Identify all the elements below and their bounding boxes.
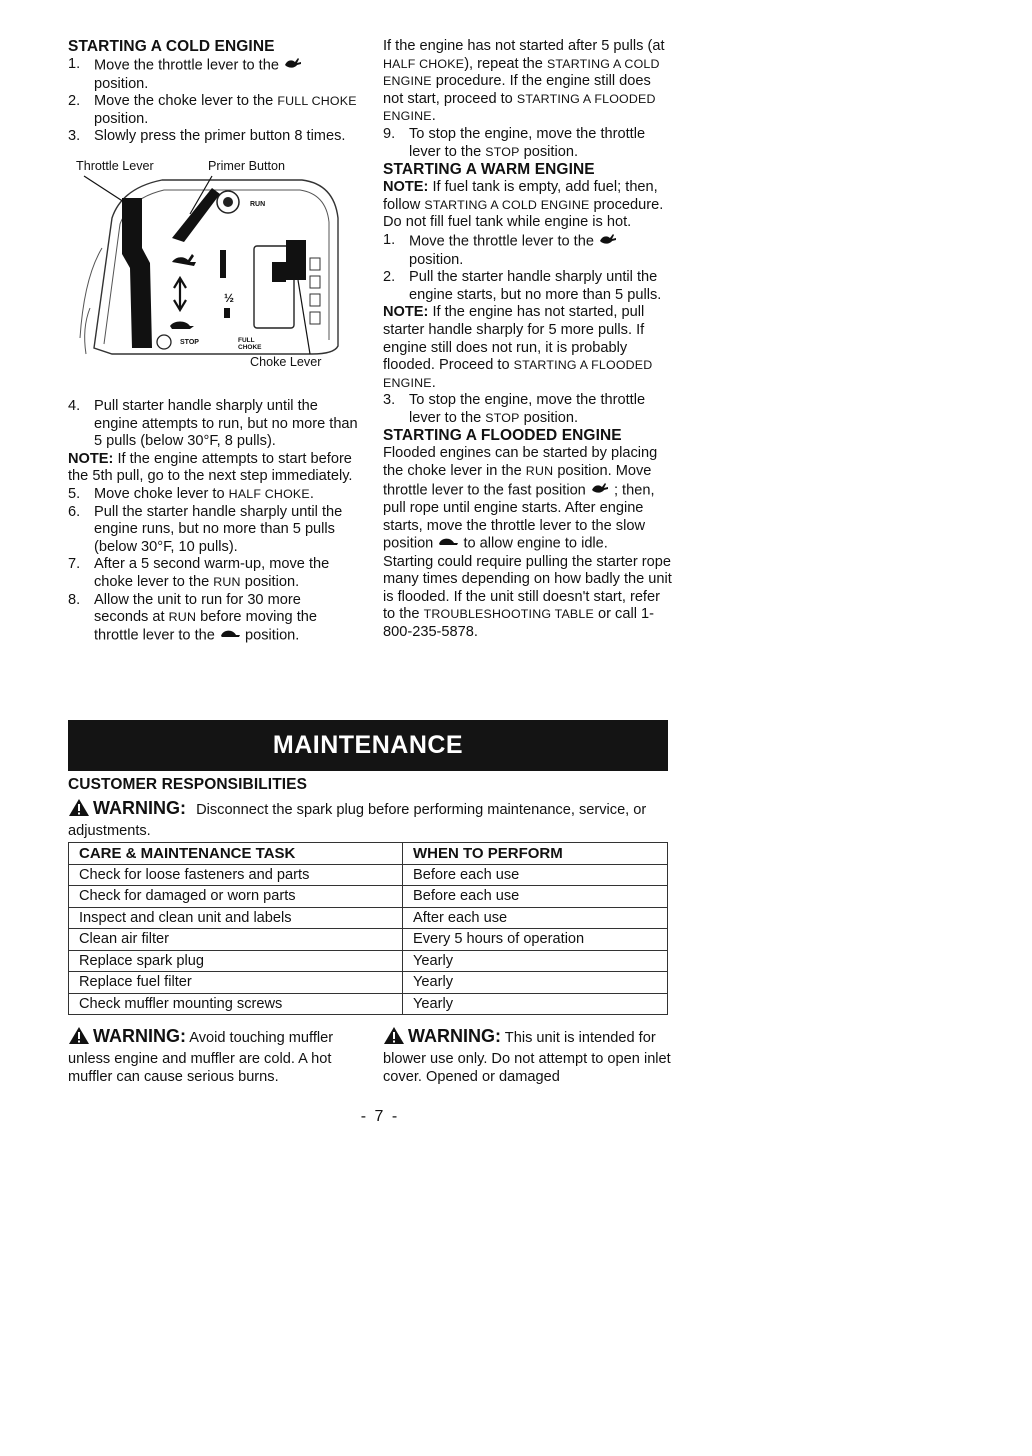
note-paragraph: NOTE: If the engine has not started, pull starter handle sharply for 5 more pulls. If engine still does not run, it is probably flooded. Proceed to STARTING A FLOODED ENGINE. (383, 304, 653, 391)
list-item: 2. Pull the starter handle sharply until the engine starts, but no more than 5 pulls. (383, 269, 662, 303)
table-row (69, 864, 668, 886)
maintenance-banner: MAINTENANCE (68, 720, 668, 771)
cold-steps-list-continued (68, 398, 358, 451)
table-cell: Before each use (403, 864, 668, 886)
list-item: 4. Pull starter handle sharply until the engine attempts to run, but no more than 5 pulls (below 30°F, 8 pulls). (68, 397, 358, 450)
full-marking: FULL (238, 336, 255, 344)
cold-engine-heading: STARTING A COLD ENGINE (68, 38, 275, 55)
throttle-lever-label: Throttle Lever (76, 158, 154, 173)
table-cell: Yearly (403, 993, 668, 1015)
warm-steps-list (383, 232, 675, 304)
muffler-warning: WARNING: Avoid touching muffler unless engine and muffler are cold. A hot muffler can cause serious burns. (68, 1026, 334, 1085)
table-cell: Clean air filter (69, 929, 403, 951)
table-cell: Check muffler mounting screws (69, 993, 403, 1015)
list-item: 5. Move choke lever to HALF CHOKE. (68, 485, 314, 502)
turtle-slow-icon (437, 535, 459, 553)
table-row (69, 886, 668, 908)
left-column (68, 38, 358, 645)
note-paragraph: NOTE: If the engine attempts to start before the 5th pull, go to the next step immediately. (68, 450, 353, 485)
list-item: 6. Pull the starter handle sharply until the engine runs, but no more than 5 pulls (below 30°F, 10 pulls). (68, 503, 343, 555)
stop-marking: STOP (180, 338, 199, 346)
inlet-cover-warning: WARNING: This unit is intended for blower use only. Do not attempt to open inlet cover. Opened or damaged (383, 1026, 671, 1085)
list-item: 9. To stop the engine, move the throttle lever to the STOP position. (383, 125, 646, 160)
table-cell: After each use (403, 907, 668, 929)
warm-stop-step (383, 392, 675, 427)
list-item: 2. Move the choke lever to the FULL CHOKE position. (68, 93, 357, 127)
paragraph: Starting could require pulling the starter rope many times depending on how badly the unit is flooded. If the unit still doesn't start, refer to the TROUBLESHOOTING TABLE or call 1-800-235-5878. (383, 553, 672, 641)
table-header: CARE & MAINTENANCE TASK (69, 843, 403, 865)
page-number: - 7 - (360, 1108, 400, 1125)
choke-marking: CHOKE (238, 343, 262, 351)
table-row (69, 929, 668, 951)
warning-triangle-icon (68, 798, 90, 822)
table-row (69, 993, 668, 1015)
run-marking: RUN (250, 200, 266, 208)
right-column (383, 38, 675, 642)
flooded-engine-heading: STARTING A FLOODED ENGINE (383, 427, 622, 445)
table-cell: Check for loose fasteners and parts (69, 864, 403, 886)
note-paragraph: NOTE: If fuel tank is empty, add fuel; then, follow STARTING A COLD ENGINE procedure. Do not fill fuel tank while engine is hot. (383, 179, 664, 231)
rabbit-fast-icon (598, 232, 618, 252)
table-cell: Replace spark plug (69, 950, 403, 972)
paragraph: Flooded engines can be started by placing the choke lever in the RUN position. Move throttle lever to the fast position ; then, pull rope until engine starts. After engine starts, move the throttle lever to the slow position to allow engine to idle. (383, 445, 658, 553)
list-item: 3. To stop the engine, move the throttle lever to the STOP position. (383, 392, 646, 426)
primer-button-label: Primer Button (208, 158, 285, 173)
table-row (69, 972, 668, 994)
customer-responsibilities-heading: CUSTOMER RESPONSIBILITIES (68, 776, 308, 793)
stop-step-list (383, 126, 675, 161)
table-cell: Check for damaged or worn parts (69, 886, 403, 908)
table-cell: Inspect and clean unit and labels (69, 907, 403, 929)
cold-steps-list-b (68, 486, 358, 645)
table-header: WHEN TO PERFORM (403, 843, 668, 865)
table-cell: Replace fuel filter (69, 972, 403, 994)
table-cell: Every 5 hours of operation (403, 929, 668, 951)
warm-engine-heading: STARTING A WARM ENGINE (383, 161, 595, 179)
table-header-row (69, 843, 668, 865)
list-item: 8. Allow the unit to run for 30 more seconds at RUN before moving the throttle lever to the position. (68, 591, 317, 644)
warning-triangle-icon (383, 1026, 405, 1050)
table-row (69, 907, 668, 929)
controls-figure (72, 158, 342, 388)
list-item: 1. Move the throttle lever to the position. (383, 232, 675, 269)
cold-steps-list (68, 56, 358, 146)
table-cell: Yearly (403, 972, 668, 994)
choke-lever-label: Choke Lever (250, 354, 322, 369)
warning-triangle-icon (68, 1026, 90, 1050)
turtle-slow-icon (219, 627, 241, 645)
rabbit-fast-icon (590, 481, 610, 501)
table-cell: Yearly (403, 950, 668, 972)
warning-paragraph: WARNING: Disconnect the spark plug before performing maintenance, service, or adjustments. (68, 798, 647, 839)
paragraph: If the engine has not started after 5 pulls (at HALF CHOKE), repeat the STARTING A COLD ENGINE procedure. If the engine still does not start, proceed to STARTING A FLOODED ENGINE. (383, 38, 665, 125)
list-item: 3. Slowly press the primer button 8 times. (68, 128, 346, 145)
table-row (69, 950, 668, 972)
list-item: 7. After a 5 second warm-up, move the choke lever to the RUN position. (68, 556, 330, 590)
half-marking: ½ (224, 290, 235, 305)
maintenance-table (68, 842, 668, 1015)
engine-controls-drawing (72, 158, 342, 388)
maintenance-section (68, 776, 668, 1015)
rabbit-fast-icon (283, 56, 303, 76)
list-item: 1. Move the throttle lever to the position. (68, 56, 358, 93)
table-cell: Before each use (403, 886, 668, 908)
